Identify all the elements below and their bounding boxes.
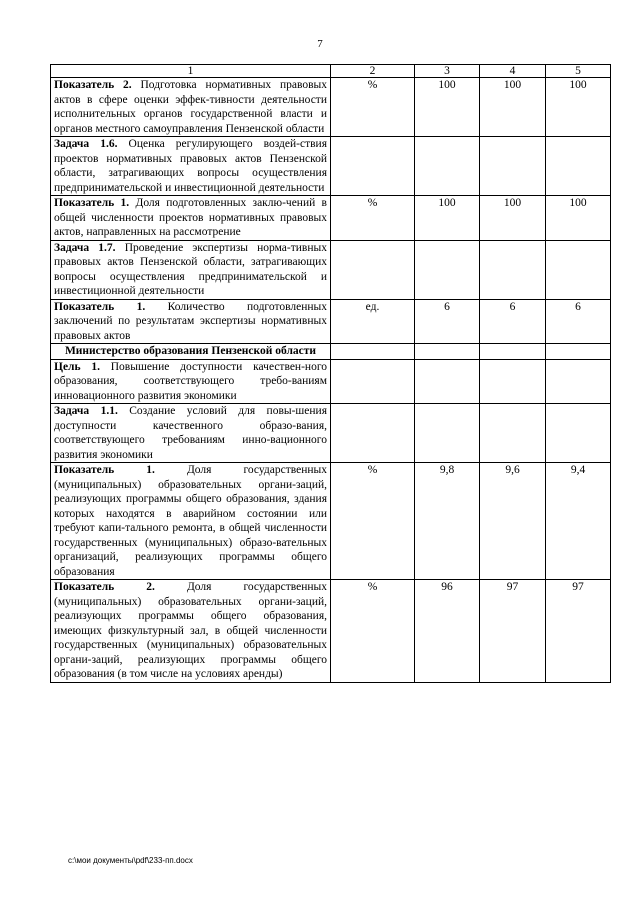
row-value-1 xyxy=(415,137,480,196)
row-description xyxy=(51,580,331,683)
row-value-3 xyxy=(546,359,611,404)
row-value-1 xyxy=(415,359,480,404)
row-unit: % xyxy=(331,580,415,683)
table-row xyxy=(51,240,611,299)
row-lead: Цель 1. xyxy=(54,360,100,373)
row-description xyxy=(51,196,331,241)
table-row xyxy=(51,137,611,196)
empty-cell xyxy=(331,344,415,360)
table-row xyxy=(51,299,611,344)
table-row xyxy=(51,196,611,241)
file-path-footer: c:\мои документы\pdf\233-пп.docx xyxy=(68,856,193,865)
row-lead: Задача 1.7. xyxy=(54,241,116,254)
row-value-2: 100 xyxy=(480,78,546,137)
row-lead: Задача 1.1. xyxy=(54,405,118,417)
page-number: 7 xyxy=(317,38,323,50)
row-value-2 xyxy=(480,137,546,196)
row-lead: Показатель 2. xyxy=(54,79,132,91)
row-value-2 xyxy=(480,359,546,404)
row-description xyxy=(51,240,331,299)
column-header-2: 2 xyxy=(331,65,415,78)
row-value-1: 100 xyxy=(415,78,480,137)
empty-cell xyxy=(415,344,480,360)
row-value-3: 97 xyxy=(546,580,611,683)
row-description xyxy=(51,299,331,344)
row-unit xyxy=(331,137,415,196)
column-header-4: 4 xyxy=(480,65,546,78)
row-value-1 xyxy=(415,404,480,463)
column-header-3: 3 xyxy=(415,65,480,78)
row-value-3 xyxy=(546,240,611,299)
row-lead: Показатель 1. xyxy=(54,197,130,209)
row-value-2 xyxy=(480,240,546,299)
row-value-1: 100 xyxy=(415,196,480,241)
row-value-1: 6 xyxy=(415,299,480,344)
row-text: Проведение экспертизы норма-тивных правовых актов Пензенской области, затрагивающих вопросы осуществления предпринимательской и инвестиционной деятельности xyxy=(54,241,327,297)
row-unit xyxy=(331,404,415,463)
row-text: Оценка регулирующего воздей-ствия проектов нормативных правовых актов Пензенской области, затрагивающих вопросы осуществления предпринимательской и инвестиционной деятельности xyxy=(54,138,328,194)
row-description xyxy=(51,78,331,137)
row-text: Доля государственных (муниципальных) образовательных органи-заций, реализующих программы общего образования, здания которых находятся в аварийном состоянии или требуют капи-тального ремонта, в общей численности государственных (муниципальных) образо-вательных организаций, реализующих программы общего образования xyxy=(54,464,327,578)
table-row xyxy=(51,404,611,463)
table-row xyxy=(51,463,611,580)
row-text: Подготовка нормативных правовых актов в сфере оценки эффек-тивности деятельности исполнительных органов государственной власти и органов местного самоуправления Пензенской области xyxy=(54,79,327,135)
row-value-3: 6 xyxy=(546,299,611,344)
row-lead: Показатель 1. xyxy=(54,300,146,313)
row-value-3: 100 xyxy=(546,78,611,137)
row-text: Повышение доступности качествен-ного образования, соответствующего требо-ваниям инновационного развития экономики xyxy=(54,360,327,402)
row-value-3 xyxy=(546,137,611,196)
row-value-2: 100 xyxy=(480,196,546,241)
row-value-3: 9,4 xyxy=(546,463,611,580)
row-lead: Показатель 1. xyxy=(54,464,155,476)
row-unit xyxy=(331,240,415,299)
table-row xyxy=(51,78,611,137)
row-value-2: 6 xyxy=(480,299,546,344)
row-text: Доля подготовленных заклю-чений в общей численности проектов нормативных правовых актов, направленных на рассмотрение xyxy=(54,197,327,238)
indicators-table xyxy=(50,64,611,683)
row-text: Количество подготовленных заключений по результатам экспертизы нормативных правовых актов xyxy=(54,300,327,342)
row-unit: % xyxy=(331,78,415,137)
row-text: Доля государственных (муниципальных) образовательных органи-заций, реализующих программы общего образования, имеющих физкультурный зал, в общей численности государственных (муниципальных) образовательных органи-заций, реализующих программы общего образования (в том числе на условиях аренды) xyxy=(54,581,327,680)
row-unit xyxy=(331,359,415,404)
row-description xyxy=(51,359,331,404)
row-lead: Задача 1.6. xyxy=(54,138,118,150)
row-description xyxy=(51,137,331,196)
row-value-2: 97 xyxy=(480,580,546,683)
row-value-1: 9,8 xyxy=(415,463,480,580)
table-header-row xyxy=(51,65,611,78)
row-value-1 xyxy=(415,240,480,299)
column-header-1: 1 xyxy=(51,65,331,78)
table-row xyxy=(51,580,611,683)
row-unit: % xyxy=(331,463,415,580)
row-value-1: 96 xyxy=(415,580,480,683)
row-value-2 xyxy=(480,404,546,463)
section-row xyxy=(51,344,611,360)
row-value-3: 100 xyxy=(546,196,611,241)
table-row xyxy=(51,359,611,404)
empty-cell xyxy=(480,344,546,360)
row-lead: Показатель 2. xyxy=(54,581,155,593)
row-description xyxy=(51,404,331,463)
row-text: Создание условий для повы-шения доступности качественного образо-вания, соответствующего требованиям инно-вационного развития экономики xyxy=(54,405,327,461)
section-heading: Министерство образования Пензенской области xyxy=(51,344,331,360)
row-description xyxy=(51,463,331,580)
row-value-3 xyxy=(546,404,611,463)
row-unit: % xyxy=(331,196,415,241)
empty-cell xyxy=(546,344,611,360)
column-header-5: 5 xyxy=(546,65,611,78)
row-value-2: 9,6 xyxy=(480,463,546,580)
row-unit: ед. xyxy=(331,299,415,344)
